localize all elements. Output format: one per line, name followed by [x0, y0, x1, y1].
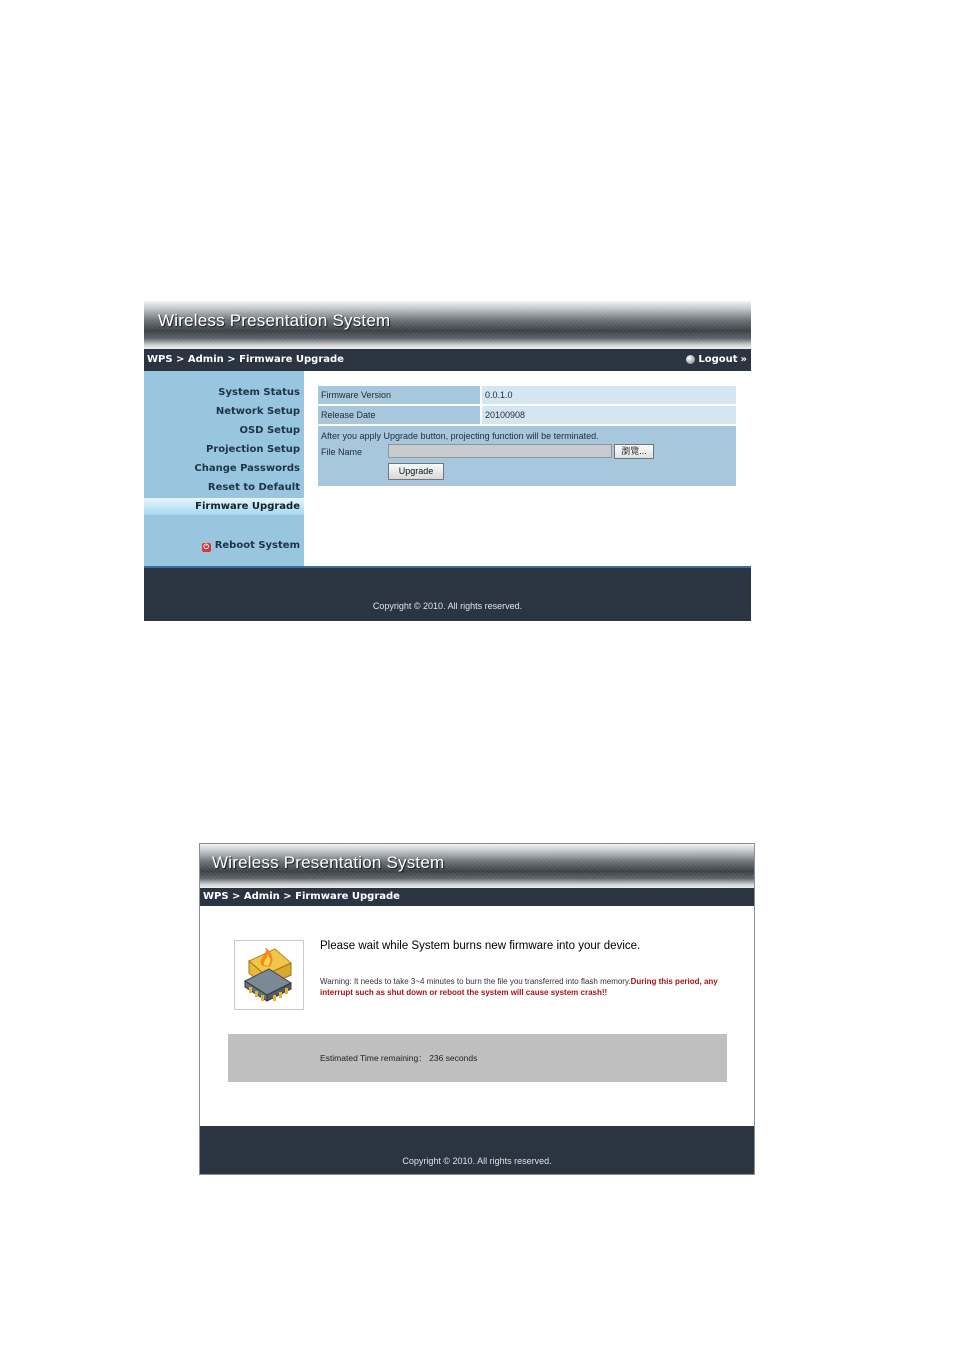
progress-panel	[228, 1034, 727, 1082]
file-name-label: File Name	[321, 447, 363, 457]
upload-panel	[318, 426, 736, 486]
eta-value: 236 seconds	[429, 1053, 478, 1063]
sidebar-item-reboot-system[interactable]	[144, 537, 304, 554]
warning-prefix: Warning: It needs to take 3~4 minutes to burn the file you transferred into flash memory.	[320, 977, 631, 986]
burning-warning	[320, 976, 730, 998]
firmware-version-value: 0.0.1.0	[482, 386, 736, 404]
browse-button[interactable]: 瀏覽...	[614, 444, 654, 459]
breadcrumb-bar	[144, 349, 751, 371]
app-title: Wireless Presentation System	[158, 311, 391, 330]
footer	[144, 566, 751, 621]
firmware-burning-window	[199, 843, 755, 1175]
power-icon: ⏻	[203, 543, 209, 551]
release-date-value: 20100908	[482, 406, 736, 424]
sidebar-item-change-passwords[interactable]: Change Passwords	[194, 463, 300, 474]
copyright: Copyright © 2010. All rights reserved.	[402, 1156, 552, 1166]
logout-label: Logout	[698, 354, 738, 365]
header-banner	[144, 301, 751, 349]
firmware-version-label: Firmware Version	[318, 386, 480, 404]
sidebar-item-firmware-upgrade[interactable]: Firmware Upgrade	[144, 498, 304, 515]
release-date-row	[318, 406, 736, 424]
sidebar	[144, 371, 304, 566]
sidebar-item-reset-to-default[interactable]: Reset to Default	[207, 482, 300, 493]
upgrade-warning: After you apply Upgrade button, projecting function will be terminated.	[321, 431, 599, 441]
release-date-label: Release Date	[318, 406, 480, 424]
sidebar-item-network-setup[interactable]: Network Setup	[215, 406, 300, 417]
main-content	[304, 371, 751, 566]
copyright: Copyright © 2010. All rights reserved.	[372, 601, 523, 611]
breadcrumb-bar	[200, 888, 754, 906]
app-title: Wireless Presentation System	[212, 853, 445, 872]
logout-link[interactable]	[686, 354, 747, 365]
firmware-upgrade-window	[144, 301, 751, 621]
progress-content	[200, 906, 754, 1126]
firmware-version-row	[318, 386, 736, 404]
sidebar-item-osd-setup[interactable]: OSD Setup	[239, 425, 300, 436]
warning-emphasis: During this period, any interrupt such as shut down or reboot the system will cause system crash!!	[320, 977, 718, 997]
logout-chevron: »	[740, 354, 747, 365]
header-banner	[200, 844, 754, 888]
logout-icon	[686, 355, 695, 364]
firmware-table	[318, 386, 736, 486]
footer	[200, 1126, 754, 1174]
burning-message-title: Please wait while System burns new firmware into your device.	[320, 940, 641, 952]
sidebar-item-projection-setup[interactable]: Projection Setup	[206, 444, 300, 455]
upgrade-button[interactable]: Upgrade	[388, 463, 444, 480]
firmware-chip-icon	[234, 940, 304, 1010]
breadcrumb: WPS > Admin > Firmware Upgrade	[203, 891, 400, 902]
sidebar-item-system-status[interactable]: System Status	[218, 387, 300, 398]
file-name-input[interactable]	[388, 444, 612, 458]
eta-label: Estimated Time remaining：	[320, 1053, 427, 1063]
reboot-label: Reboot System	[214, 540, 300, 551]
eta-text	[320, 1052, 477, 1064]
breadcrumb: WPS > Admin > Firmware Upgrade	[147, 354, 344, 365]
